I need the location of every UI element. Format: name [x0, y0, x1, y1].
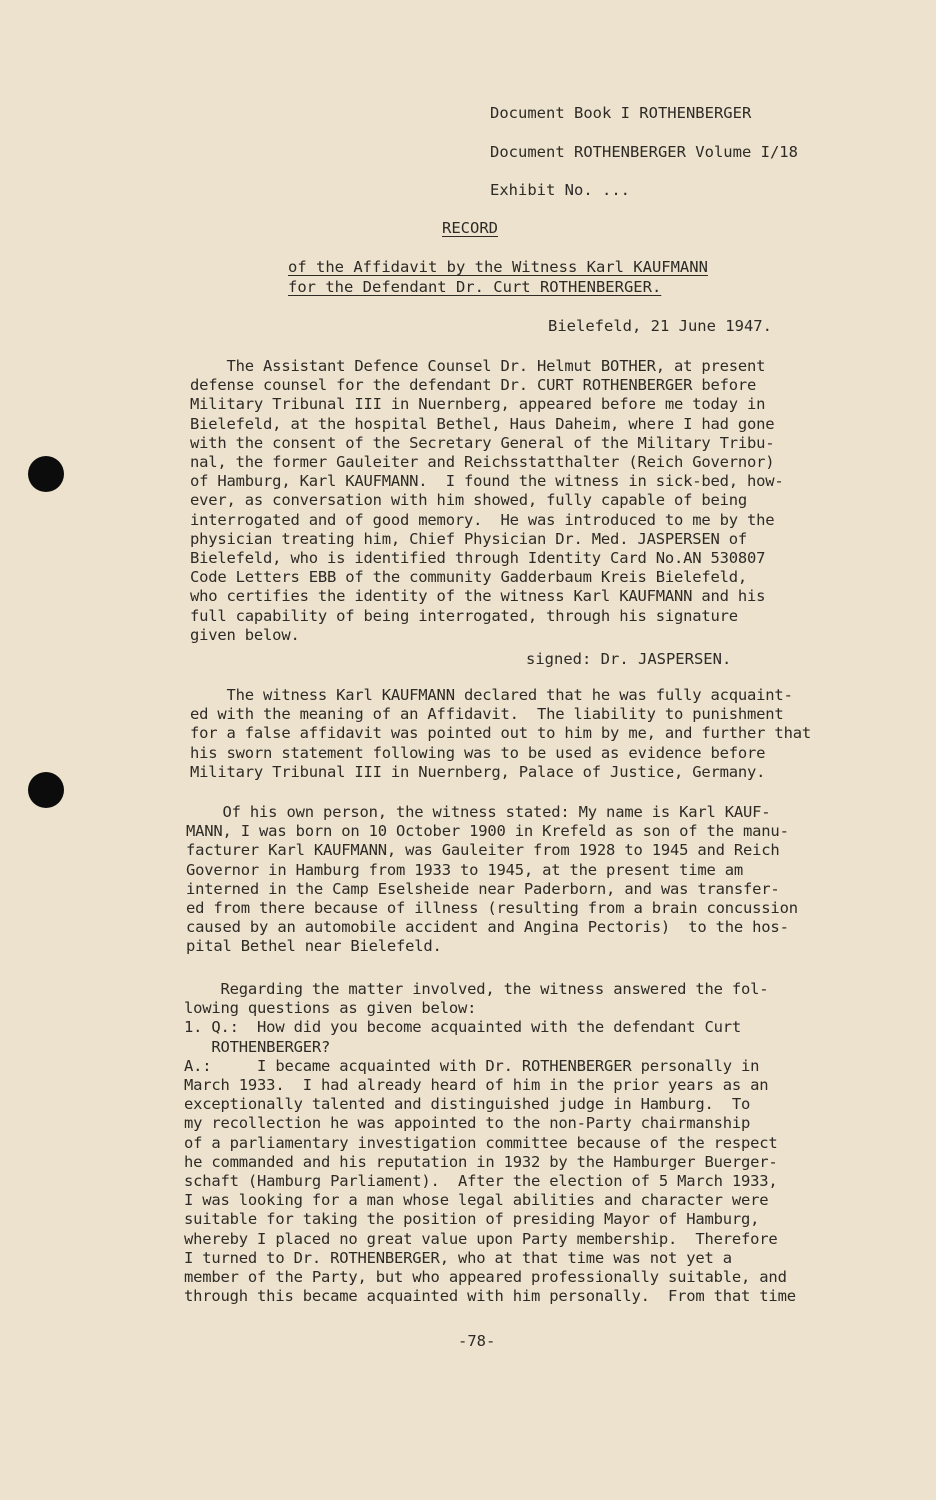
text-line: The Assistant Defence Counsel Dr. Helmut BOTHER, at present [190, 357, 766, 375]
text-line: his sworn statement following was to be used as evidence before [190, 743, 766, 762]
document-book-line: Document Book I ROTHENBERGER [490, 104, 752, 122]
text-line: March 1933. I had already heard of him in the prior years as an [184, 1076, 769, 1095]
text-line: nal, the former Gauleiter and Reichsstatthalter (Reich Governor) [190, 453, 775, 472]
text-line: suitable for taking the position of presiding Mayor of Hamburg, [184, 1210, 760, 1229]
text-line: my recollection he was appointed to the non-Party chairmanship [184, 1114, 751, 1133]
text-line: I turned to Dr. ROTHENBERGER, who at that time was not yet a [184, 1248, 732, 1267]
text-line: physician treating him, Chief Physician Dr. Med. JASPERSEN of [190, 529, 748, 548]
punch-hole-lower [28, 772, 64, 808]
title-line-2: for the Defendant Dr. Curt ROTHENBERGER. [288, 278, 662, 296]
document-volume-line: Document ROTHENBERGER Volume I/18 [490, 143, 798, 161]
text-line: Bielefeld, who is identified through Identity Card No.AN 530807 [190, 549, 766, 568]
text-line: exceptionally talented and distinguished judge in Hamburg. To [184, 1095, 751, 1114]
place-date: Bielefeld, 21 June 1947. [548, 317, 772, 335]
text-line: I was looking for a man whose legal abilities and character were [184, 1191, 769, 1210]
paragraph-questions [184, 980, 796, 1306]
text-line: who certifies the identity of the witness Karl KAUFMANN and his [190, 587, 766, 606]
text-line: of a parliamentary investigation committee because of the respect [184, 1133, 778, 1152]
text-line: interned in the Camp Eselsheide near Paderborn, and was transfer- [186, 879, 780, 898]
text-line: ed from there because of illness (resulting from a brain concussion [186, 899, 798, 918]
text-line: Of his own person, the witness stated: My name is Karl KAUF- [186, 803, 771, 821]
text-line: with the consent of the Secretary General of the Military Tribu- [190, 433, 775, 452]
page-number: -78- [458, 1332, 496, 1350]
text-line: defense counsel for the defendant Dr. CURT ROTHENBERGER before [190, 376, 757, 395]
text-line: The witness Karl KAUFMANN declared that he was fully acquaint- [190, 686, 793, 704]
text-line: facturer Karl KAUFMANN, was Gauleiter from 1928 to 1945 and Reich [186, 841, 780, 860]
text-line: whereby I placed no great value upon Party membership. Therefore [184, 1229, 778, 1248]
text-line: schaft (Hamburg Parliament). After the election of 5 March 1933, [184, 1172, 778, 1191]
paragraph-affidavit-notice [190, 686, 811, 782]
text-line: Governor in Hamburg from 1933 to 1945, at the present time am [186, 860, 744, 879]
text-line: Bielefeld, at the hospital Bethel, Haus Daheim, where I had gone [190, 414, 775, 433]
text-line: interrogated and of good memory. He was introduced to me by the [190, 510, 775, 529]
punch-hole-upper [28, 456, 64, 492]
record-heading: RECORD [442, 219, 498, 237]
text-line: ROTHENBERGER? [184, 1037, 331, 1056]
text-line: Regarding the matter involved, the witness answered the fol- [184, 980, 769, 998]
text-line: MANN, I was born on 10 October 1900 in Krefeld as son of the manu- [186, 822, 789, 841]
answer-1: A.: I became acquainted with Dr. ROTHENBERGER personally in [184, 1056, 760, 1075]
exhibit-line: Exhibit No. ... [490, 181, 630, 199]
question-1: 1. Q.: How did you become acquainted with the defendant Curt [184, 1018, 742, 1037]
text-line: Military Tribunal III in Nuernberg, appeared before me today in [190, 395, 766, 414]
text-line: Code Letters EBB of the community Gadderbaum Kreis Bielefeld, [190, 568, 748, 587]
text-line: ever, as conversation with him showed, fully capable of being [190, 491, 748, 510]
paragraph-personal-statement [186, 803, 798, 957]
text-line: caused by an automobile accident and Angina Pectoris) to the hos- [186, 918, 789, 937]
text-line: lowing questions as given below: [184, 999, 477, 1018]
text-line: he commanded and his reputation in 1932 by the Hamburger Buerger- [184, 1152, 778, 1171]
text-line: full capability of being interrogated, through his signature [190, 606, 738, 625]
title-line-1: of the Affidavit by the Witness Karl KAUFMANN [288, 258, 708, 276]
text-line: ed with the meaning of an Affidavit. The liability to punishment [190, 705, 784, 724]
paragraph-introduction [190, 357, 784, 645]
text-line: member of the Party, but who appeared professionally suitable, and [184, 1268, 787, 1287]
text-line: Military Tribunal III in Nuernberg, Palace of Justice, Germany. [190, 762, 766, 781]
text-line: of Hamburg, Karl KAUFMANN. I found the witness in sick-bed, how- [190, 472, 784, 491]
signature-line: signed: Dr. JASPERSEN. [526, 650, 732, 668]
text-line: for a false affidavit was pointed out to him by me, and further that [190, 724, 811, 743]
text-line: given below. [190, 625, 300, 644]
text-line: pital Bethel near Bielefeld. [186, 937, 442, 956]
text-line: through this became acquainted with him personally. From that time [184, 1287, 796, 1306]
